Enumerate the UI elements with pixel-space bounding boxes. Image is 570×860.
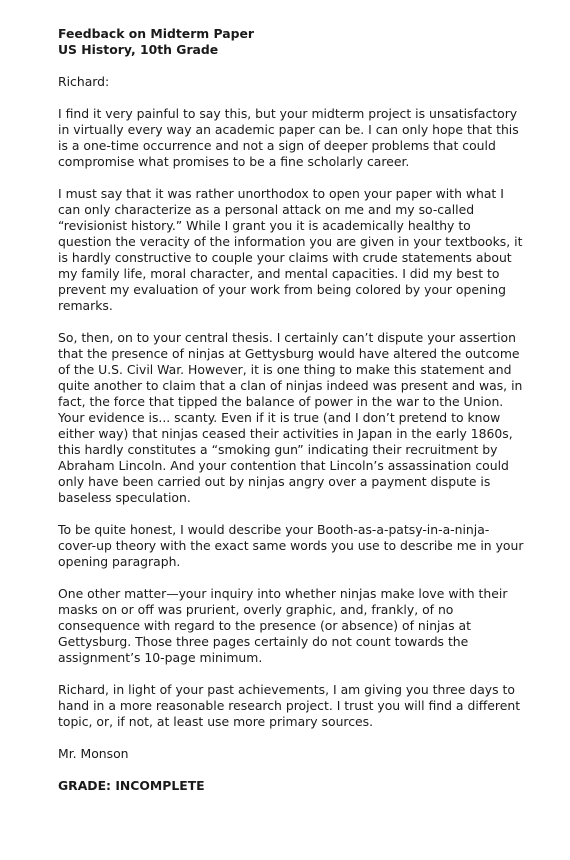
- paragraph-booth-theory: To be quite honest, I would describe your Booth-as-a-patsy-in-a-ninja-cover-up theory with the exact same words you use to describe me in your opening paragraph.: [58, 522, 524, 569]
- feedback-document: [58, 26, 526, 794]
- document-subtitle: US History, 10th Grade: [58, 42, 219, 57]
- paragraph-central-thesis: So, then, on to your central thesis. I certainly can’t dispute your assertion that the presence of ninjas at Gettysburg would have altered the outcome of the U.S. Civil War. However, it is one thing to make this statement and quite another to claim that a clan of ninjas indeed was present and was, in fact, the force that tipped the balance of power in the war to the Union. Your evidence is... scanty. Even if it is true (and I don’t pretend to know either way) that ninjas ceased their activities in Japan in the early 1860s, this hardly constitutes a “smoking gun” indicating their recruitment by Abraham Lincoln. And your contention that Lincoln’s assassination could only have been carried out by ninjas angry over a payment dispute is baseless speculation.: [58, 330, 523, 505]
- signature: Mr. Monson: [58, 746, 129, 761]
- grade-label: GRADE: INCOMPLETE: [58, 778, 205, 793]
- paragraph-other-matter: One other matter—your inquiry into whether ninjas make love with their masks on or off was prurient, overly graphic, and, frankly, of no consequence with regard to the presence (or absence) of ninjas at Gettysburg. Those three pages certainly do not count towards the assignment’s 10-page minimum.: [58, 586, 508, 665]
- paragraph-opening: I find it very painful to say this, but your midterm project is unsatisfactory in virtually every way an academic paper can be. I can only hope that this is a one-time occurrence and not a sign of deeper problems that could compromise what promises to be a fine scholarly career.: [58, 106, 519, 169]
- paragraph-personal-attack: I must say that it was rather unorthodox to open your paper with what I can only characterize as a personal attack on me and my so-called “revisionist history.” While I grant you it is academically healthy to question the veracity of the information you are given in your textbooks, it is hardly constructive to couple your claims with crude statements about my family life, moral character, and mental capacities. I did my best to prevent my evaluation of your work from being colored by your opening remarks.: [58, 186, 523, 313]
- paragraph-closing: Richard, in light of your past achievements, I am giving you three days to hand in a more reasonable research project. I trust you will find a different topic, or, if not, at least use more primary sources.: [58, 682, 521, 729]
- document-title: Feedback on Midterm Paper: [58, 26, 255, 41]
- salutation: Richard:: [58, 74, 110, 89]
